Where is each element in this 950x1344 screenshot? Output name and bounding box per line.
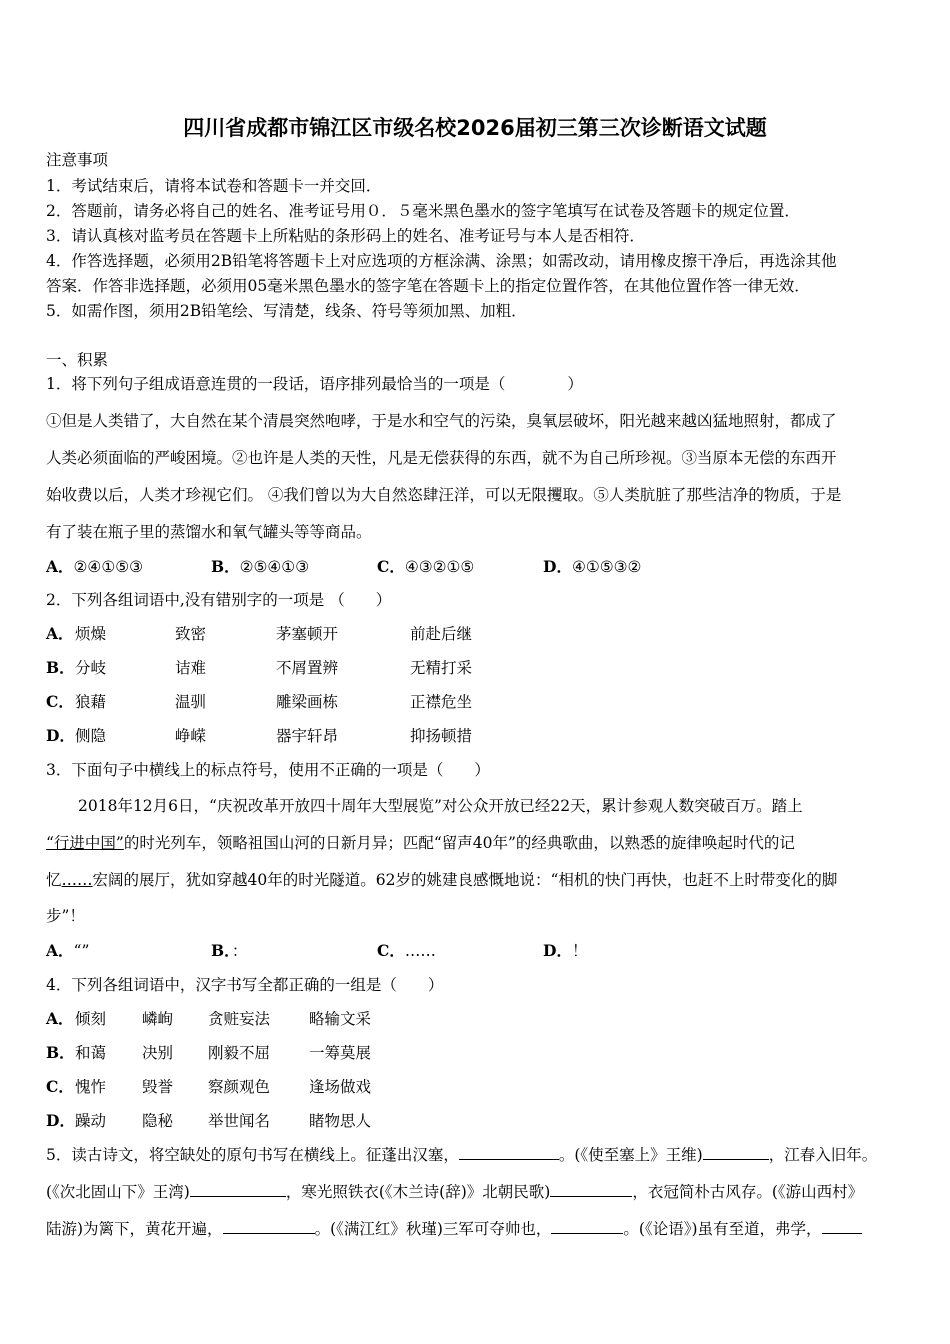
option-label: A． xyxy=(46,624,74,643)
option-label: B． xyxy=(46,1043,75,1062)
q1-stem: 1．将下列句子组成语意连贯的一段话，语序排列最恰当的一项是（ ） xyxy=(46,375,583,393)
q3-option-a[interactable] xyxy=(46,941,89,961)
option-word: 倾刻 xyxy=(75,1010,107,1028)
option-word: 愧怍 xyxy=(75,1078,107,1096)
option-text: …… xyxy=(404,942,436,960)
q3-text-rest: 宏阔的展厅，犹如穿越40年的时光隧道。62岁的姚建良感慨地说：“相机的快门再快，也赶不上时带变化的脚 xyxy=(92,871,838,889)
q3-text-start: 忆 xyxy=(46,871,62,889)
q5-part: 5．读古诗文，将空缺处的原句书写在横线上。征蓬出汉塞， xyxy=(46,1146,459,1164)
option-label: D． xyxy=(543,941,572,960)
option-word: 前赴后继 xyxy=(410,625,473,643)
option-word: 睹物思人 xyxy=(309,1112,372,1130)
option-word: 狼藉 xyxy=(75,693,107,711)
q5-part: ，寒光照铁衣(《木兰诗(辞)》北朝民歌) xyxy=(285,1183,551,1201)
answer-blank[interactable] xyxy=(822,1219,862,1234)
option-word: 分岐 xyxy=(75,659,107,677)
answer-blank[interactable] xyxy=(190,1182,286,1197)
option-word: 隐秘 xyxy=(142,1112,174,1130)
underlined-phrase: …… xyxy=(61,871,93,889)
option-label: C． xyxy=(377,941,405,960)
option-word: 器宇轩昂 xyxy=(276,727,339,745)
q1-option-c[interactable] xyxy=(377,557,474,577)
option-label: D． xyxy=(46,1111,75,1130)
option-word: 抑扬顿措 xyxy=(410,727,473,745)
option-word: 贪赃妄法 xyxy=(208,1010,271,1028)
option-word: 和蔼 xyxy=(75,1044,107,1062)
option-label: A． xyxy=(46,557,74,576)
option-word: 正襟危坐 xyxy=(410,693,473,711)
answer-blank[interactable] xyxy=(703,1145,769,1160)
answer-blank[interactable] xyxy=(551,1219,623,1234)
option-word: 决别 xyxy=(142,1044,174,1062)
option-word: 侧隐 xyxy=(75,727,107,745)
option-word: 不屑置辨 xyxy=(276,659,339,677)
option-word: 烦燥 xyxy=(75,625,107,643)
q5-text xyxy=(46,1219,862,1239)
option-text: ： xyxy=(231,942,248,960)
q1-text: 人类必须面临的严峻困境。②也许是人类的天性，凡是无偿获得的东西，就不为自己所珍视。③当原本无偿的东西开 xyxy=(46,449,837,467)
option-word: 刚毅不屈 xyxy=(208,1044,271,1062)
q5-part: 。(《满江红》秋瑾)三军可夺帅也， xyxy=(314,1220,552,1238)
option-word: 茅塞顿开 xyxy=(276,625,339,643)
notice-item: 答案．作答非选择题，必须用05毫米黑色墨水的签字笔在答题卡上的指定位置作答，在其他位置作答一律无效． xyxy=(46,277,810,295)
q1-option-d[interactable] xyxy=(543,557,641,577)
option-text: ④③②①⑤ xyxy=(404,558,475,576)
q3-stem: 3．下面句子中横线上的标点符号，使用不正确的一项是（ ） xyxy=(46,761,490,779)
q5-part: 。(《论语》)虽有至道，弗学， xyxy=(623,1220,822,1238)
q3-text xyxy=(46,870,837,890)
option-word: 峥嵘 xyxy=(175,727,207,745)
option-word: 致密 xyxy=(175,625,207,643)
option-label: C． xyxy=(46,1077,74,1096)
notice-heading: 注意事项 xyxy=(46,151,109,169)
option-word: 察颜观色 xyxy=(208,1078,271,1096)
q4-stem: 4．下列各组词语中，汉字书写全都正确的一组是（ ） xyxy=(46,976,444,994)
q3-text: 2018年12月6日，“庆祝改革开放四十周年大型展览”对公众开放已经22天，累计参观人数突破百万。踏上 xyxy=(78,797,803,815)
section-heading: 一、积累 xyxy=(46,351,109,369)
option-label: A． xyxy=(46,941,74,960)
q1-option-b[interactable] xyxy=(211,557,309,577)
q5-part: (《次北固山下》王湾) xyxy=(46,1183,190,1201)
option-label: C． xyxy=(46,692,74,711)
answer-blank[interactable] xyxy=(550,1182,632,1197)
notice-item: 3．请认真核对监考员在答题卡上所粘贴的条形码上的姓名、准考证号与本人是否相符． xyxy=(46,227,645,245)
option-word: 温驯 xyxy=(175,693,207,711)
option-text: ②⑤④①③ xyxy=(239,558,310,576)
option-label: B． xyxy=(211,941,232,960)
q1-option-a[interactable] xyxy=(46,557,143,577)
option-text: ！ xyxy=(571,942,588,960)
notice-item: 5．如需作图，须用2B铅笔绘、写清楚，线条、符号等须加黑、加粗． xyxy=(46,302,527,320)
option-text: ②④①⑤③ xyxy=(73,558,144,576)
option-word: 躁动 xyxy=(75,1112,107,1130)
option-text: ④①⑤③② xyxy=(571,558,642,576)
option-word: 略输文采 xyxy=(309,1010,372,1028)
option-word: 雕梁画栋 xyxy=(276,693,339,711)
q3-text xyxy=(46,833,795,853)
option-word: 逢场做戏 xyxy=(309,1078,372,1096)
option-word: 嶙峋 xyxy=(142,1010,174,1028)
q2-stem: 2．下列各组词语中,没有错别字的一项是 （ ） xyxy=(46,591,392,609)
q5-text xyxy=(46,1182,863,1202)
option-label: D． xyxy=(46,726,75,745)
q5-text xyxy=(46,1145,877,1165)
option-word: 无精打采 xyxy=(410,659,473,677)
option-label: B． xyxy=(46,658,75,677)
option-word: 举世闻名 xyxy=(208,1112,271,1130)
option-text: “” xyxy=(73,942,90,960)
option-label: C． xyxy=(377,557,405,576)
answer-blank[interactable] xyxy=(459,1145,559,1160)
option-word: 诘难 xyxy=(175,659,207,677)
answer-blank[interactable] xyxy=(223,1219,315,1234)
q3-text: 步”！ xyxy=(46,907,85,925)
option-label: A． xyxy=(46,1009,74,1028)
page-title: 四川省成都市锦江区市级名校2026届初三第三次诊断语文试题 xyxy=(183,116,767,140)
q5-part: 陆游)为篱下，黄花开遍， xyxy=(46,1220,223,1238)
q5-part: ，江春入旧年。 xyxy=(768,1146,878,1164)
underlined-phrase: “行进中国” xyxy=(46,834,124,852)
option-label: D． xyxy=(543,557,572,576)
q3-option-b[interactable] xyxy=(211,941,247,961)
q1-text: ①但是人类错了，大自然在某个清晨突然咆哮，于是水和空气的污染，臭氧层破坏，阳光越来越凶猛地照射，都成了 xyxy=(46,412,837,430)
option-word: 毁誉 xyxy=(142,1078,174,1096)
notice-item: 2．答题前，请务必将自己的姓名、准考证号用０．５毫米黑色墨水的签字笔填写在试卷及答题卡的规定位置． xyxy=(46,202,800,220)
q3-option-c[interactable] xyxy=(377,941,436,961)
notice-item: 4．作答选择题，必须用2B铅笔将答题卡上对应选项的方框涂满、涂黑；如需改动，请用橡皮擦干净后，再选涂其他 xyxy=(46,252,837,270)
q1-text: 有了装在瓶子里的蒸馏水和氧气罐头等等商品。 xyxy=(46,523,372,541)
q5-part: 。(《使至塞上》王维) xyxy=(558,1146,703,1164)
q5-part: ，衣冠简朴古风存。(《游山西村》 xyxy=(632,1183,864,1201)
q1-text: 始收费以后，人类才珍视它们。 ④我们曾以为大自然恣肆汪洋，可以无限攫取。⑤人类肮脏了那些洁净的物质，于是 xyxy=(46,486,842,504)
q3-option-d[interactable] xyxy=(543,941,587,961)
option-word: 一筹莫展 xyxy=(309,1044,372,1062)
q3-text-rest: 的时光列车，领略祖国山河的日新月异；匹配“留声40年”的经典歌曲，以熟悉的旋律唤起时代的记 xyxy=(123,834,795,852)
notice-item: 1．考试结束后，请将本试卷和答题卡一并交回． xyxy=(46,177,382,195)
option-label: B． xyxy=(211,557,240,576)
